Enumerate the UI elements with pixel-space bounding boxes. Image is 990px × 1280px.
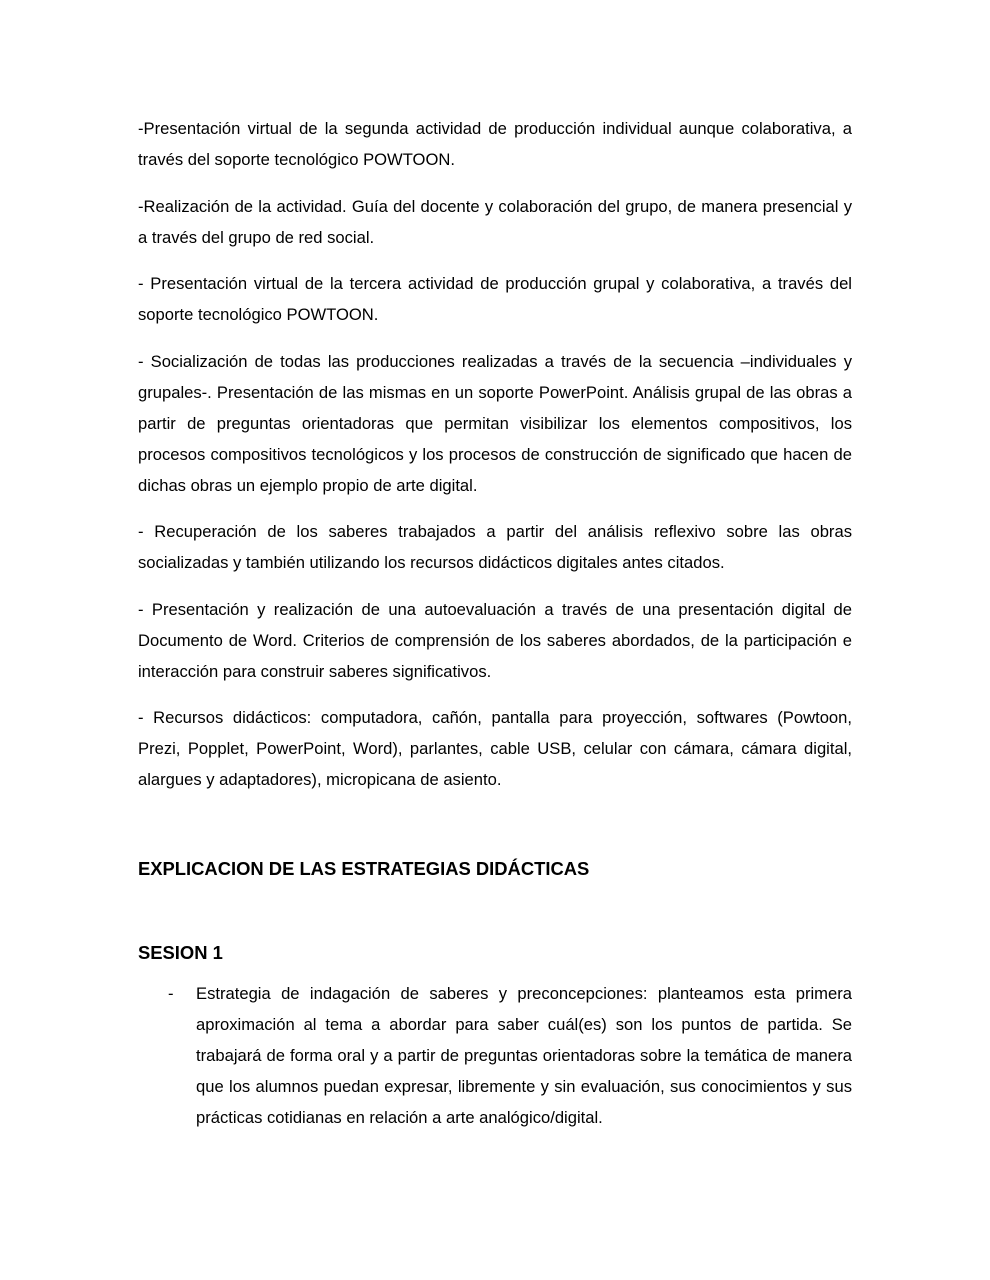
session-list [138, 978, 852, 1133]
paragraph-realizacion-actividad: -Realización de la actividad. Guía del docente y colaboración del grupo, de manera presencial y a través del grupo de red social. [138, 196, 852, 247]
list-item-text: Estrategia de indagación de saberes y preconcepciones: planteamos esta primera aproximación al tema a abordar para saber cuál(es) son los puntos de partida. Se trabajará de forma oral y a partir de preguntas orientadoras sobre la temática de manera que los alumnos puedan expresar, libremente y sin evaluación, sus conocimientos y sus prácticas cotidianas en relación a arte analógico/digital. [196, 984, 852, 1127]
list-item [138, 978, 852, 1133]
paragraph-segunda-actividad: -Presentación virtual de la segunda actividad de producción individual aunque colaborativa, a través del soporte tecnológico POWTOON. [138, 119, 852, 169]
section-heading: EXPLICACION DE LAS ESTRATEGIAS DIDÁCTICAS [138, 858, 590, 879]
paragraph-recuperacion: - Recuperación de los saberes trabajados a partir del análisis reflexivo sobre las obras socializadas y también utilizando los recursos didácticos digitales antes citados. [138, 522, 852, 572]
session-heading: SESION 1 [138, 942, 223, 963]
paragraph-socializacion: - Socialización de todas las producciones realizadas a través de la secuencia –individuales y grupales-. Presentación de las mismas en un soporte PowerPoint. Análisis grupal de las obras a partir de preguntas orientadoras que permitan visibilizar los elementos compositivos, los procesos compositivos tecnológicos y los procesos de construcción de significado que hacen de dichas obras un ejemplo propio de arte digital. [138, 351, 852, 495]
list-bullet: - [168, 984, 174, 1003]
paragraph-autoevaluacion: - Presentación y realización de una autoevaluación a través de una presentación digital de Documento de Word. Criterios de comprensión de los saberes abordados, de la participación e interacción para construir saberes significativos. [138, 599, 852, 681]
paragraph-tercera-actividad: - Presentación virtual de la tercera actividad de producción grupal y colaborativa, a través del soporte tecnológico POWTOON. [138, 274, 852, 324]
document-page [138, 113, 852, 1127]
paragraph-recursos-didacticos: - Recursos didácticos: computadora, cañón, pantalla para proyección, softwares (Powtoon, Prezi, Popplet, PowerPoint, Word), parlantes, cable USB, celular con cámara, cámara digital, alargues y adaptadores), micropicana de asiento. [138, 708, 852, 789]
